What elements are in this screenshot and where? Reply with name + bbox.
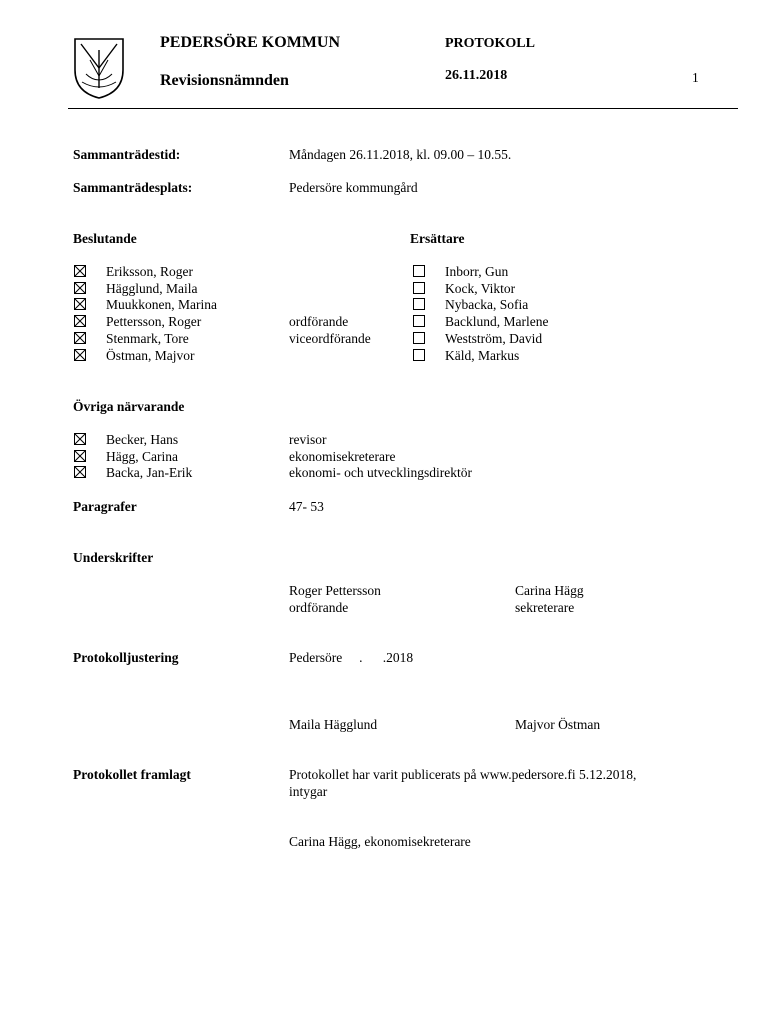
substitute-name: Käld, Markus (445, 347, 520, 363)
municipal-coat-of-arms (72, 36, 126, 100)
meeting-time-label: Sammanträdestid: (73, 147, 181, 162)
attendee-name: Hägg, Carina (106, 448, 178, 464)
substitute-name: Inborr, Gun (445, 264, 509, 279)
attendee-checkbox[interactable] (74, 433, 86, 445)
published-line-2: intygar (289, 784, 328, 799)
published-label: Protokollet framlagt (73, 767, 191, 782)
adjuster-1: Maila Hägglund (289, 717, 378, 732)
attendee-name: Backa, Jan-Erik (106, 465, 193, 481)
attendee-checkbox[interactable] (74, 450, 86, 462)
substitutes-heading: Ersättare (410, 231, 465, 246)
member-name: Pettersson, Roger (106, 314, 202, 330)
member-checkbox[interactable] (74, 315, 86, 327)
member-name: Muukkonen, Marina (106, 297, 217, 313)
doc-date: 26.11.2018 (445, 68, 508, 83)
substitute-checkbox[interactable] (413, 282, 425, 294)
attendee-role: ekonomi- och utvecklingsdirektör (289, 465, 472, 481)
published-signer: Carina Hägg, ekonomisekreterare (289, 834, 471, 849)
member-name: Eriksson, Roger (106, 264, 193, 279)
member-checkbox[interactable] (74, 282, 86, 294)
chair-role: ordförande (289, 600, 349, 615)
members-heading: Beslutande (73, 231, 137, 246)
member-name: Hägglund, Maila (106, 280, 198, 296)
page-number: 1 (692, 70, 699, 85)
member-checkbox[interactable] (74, 265, 86, 277)
paragraphs-value: 47- 53 (289, 499, 324, 514)
header-divider (68, 108, 738, 109)
attendee-checkbox[interactable] (74, 466, 86, 478)
substitute-checkbox[interactable] (413, 265, 425, 277)
org-name: PEDERSÖRE KOMMUN (160, 34, 340, 51)
substitute-checkbox[interactable] (413, 315, 425, 327)
substitute-checkbox[interactable] (413, 349, 425, 361)
member-checkbox[interactable] (74, 349, 86, 361)
doc-type: PROTOKOLL (445, 36, 535, 51)
others-heading: Övriga närvarande (73, 399, 185, 414)
adjuster-2: Majvor Östman (515, 717, 601, 732)
secretary-name: Carina Hägg (515, 583, 584, 598)
member-name: Stenmark, Tore (106, 330, 189, 346)
paragraphs-label: Paragrafer (73, 499, 137, 514)
member-role: ordförande (289, 314, 349, 330)
adjustment-label: Protokolljustering (73, 650, 179, 665)
substitute-name: Kock, Viktor (445, 280, 516, 296)
published-line-1: Protokollet har varit publicerats på www.pedersore.fi 5.12.2018, (289, 767, 637, 782)
member-checkbox[interactable] (74, 298, 86, 310)
substitute-name: Westström, David (445, 330, 543, 346)
meeting-time-value: Måndagen 26.11.2018, kl. 09.00 – 10.55. (289, 147, 512, 162)
member-role: viceordförande (289, 330, 371, 346)
signatures-label: Underskrifter (73, 550, 154, 565)
substitute-checkbox[interactable] (413, 332, 425, 344)
chair-name: Roger Pettersson (289, 583, 381, 598)
member-name: Östman, Majvor (106, 347, 195, 363)
attendee-role: ekonomisekreterare (289, 448, 396, 464)
meeting-place-value: Pedersöre kommungård (289, 180, 418, 195)
substitute-name: Nybacka, Sofia (445, 297, 529, 313)
substitute-name: Backlund, Marlene (445, 314, 549, 330)
secretary-role: sekreterare (515, 600, 575, 615)
board-name: Revisionsnämnden (160, 72, 289, 89)
substitute-checkbox[interactable] (413, 298, 425, 310)
attendee-role: revisor (289, 432, 327, 447)
adjustment-place-date: Pedersöre . .2018 (289, 650, 414, 665)
attendee-name: Becker, Hans (106, 432, 179, 447)
member-checkbox[interactable] (74, 332, 86, 344)
meeting-place-label: Sammanträdesplats: (73, 180, 193, 195)
